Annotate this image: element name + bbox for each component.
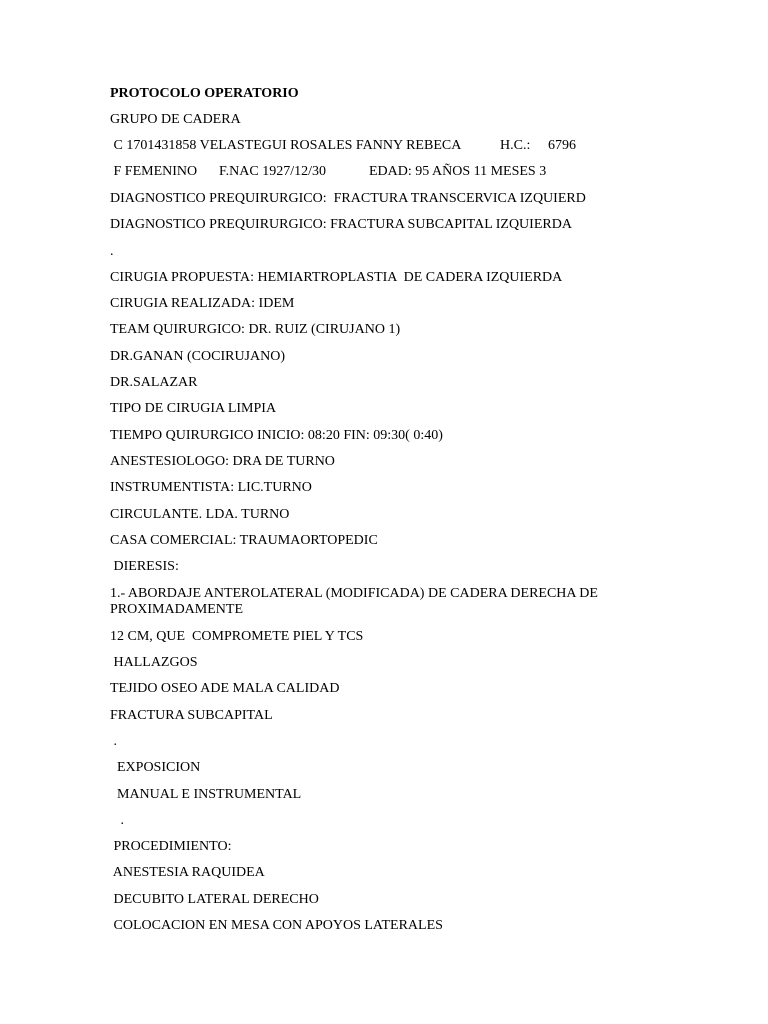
exposure-heading: EXPOSICION xyxy=(110,760,201,775)
patient-id-name: C 1701431858 VELASTEGUI ROSALES FANNY REBECA xyxy=(110,138,462,153)
separator-dot-3: . xyxy=(110,813,124,828)
bone-quality: TEJIDO OSEO ADE MALA CALIDAD xyxy=(110,681,340,696)
patient-demographics-line xyxy=(110,164,630,180)
surgical-team: TEAM QUIRURGICO: DR. RUIZ (CIRUJANO 1) xyxy=(110,322,401,337)
exposure-method: MANUAL E INSTRUMENTAL xyxy=(110,787,302,802)
group-line: GRUPO DE CADERA xyxy=(110,112,241,127)
diagnosis-line-2: DIAGNOSTICO PREQUIRURGICO: FRACTURA SUBCAPITAL IZQUIERDA xyxy=(110,217,572,232)
patient-id-line xyxy=(110,138,630,154)
patient-position: DECUBITO LATERAL DERECHO xyxy=(110,892,319,907)
diagnosis-line-1: DIAGNOSTICO PREQUIRURGICO: FRACTURA TRANSCERVICA IZQUIERD xyxy=(110,191,586,206)
proposed-surgery: CIRUGIA PROPUESTA: HEMIARTROPLASTIA DE CADERA IZQUIERDA xyxy=(110,270,563,285)
dieresis-heading: DIERESIS: xyxy=(110,559,179,574)
separator-dot-2: . xyxy=(110,734,117,749)
incision-length: 12 CM, QUE COMPROMETE PIEL Y TCS xyxy=(110,629,364,644)
findings-heading: HALLAZGOS xyxy=(110,655,198,670)
commercial-house: CASA COMERCIAL: TRAUMAORTOPEDIC xyxy=(110,533,378,548)
assistant-surgeon: DR.SALAZAR xyxy=(110,375,198,390)
hc-value: 6796 xyxy=(548,138,576,153)
surgical-time: TIEMPO QUIRURGICO INICIO: 08:20 FIN: 09:30( 0:40) xyxy=(110,428,443,443)
co-surgeon: DR.GANAN (COCIRUJANO) xyxy=(110,349,285,364)
fracture-finding: FRACTURA SUBCAPITAL xyxy=(110,708,273,723)
performed-surgery: CIRUGIA REALIZADA: IDEM xyxy=(110,296,295,311)
patient-age: EDAD: 95 AÑOS 11 MESES 3 xyxy=(369,164,547,179)
table-placement: COLOCACION EN MESA CON APOYOS LATERALES xyxy=(110,918,443,933)
procedure-heading: PROCEDIMIENTO: xyxy=(110,839,232,854)
document-title: PROTOCOLO OPERATORIO xyxy=(110,86,299,101)
approach-description: 1.- ABORDAJE ANTEROLATERAL (MODIFICADA) DE CADERA DERECHA DE PROXIMADAMENTE xyxy=(110,586,598,617)
circulating-nurse: CIRCULANTE. LDA. TURNO xyxy=(110,507,290,522)
anesthesia-type: ANESTESIA RAQUIDEA xyxy=(110,865,265,880)
patient-sex: F FEMENINO xyxy=(110,164,198,179)
patient-birth-date: F.NAC 1927/12/30 xyxy=(219,164,327,179)
instrumentist: INSTRUMENTISTA: LIC.TURNO xyxy=(110,480,312,495)
surgery-type: TIPO DE CIRUGIA LIMPIA xyxy=(110,401,277,416)
separator-dot-1: . xyxy=(110,244,114,259)
anesthesiologist: ANESTESIOLOGO: DRA DE TURNO xyxy=(110,454,335,469)
hc-label: H.C.: xyxy=(500,138,531,153)
